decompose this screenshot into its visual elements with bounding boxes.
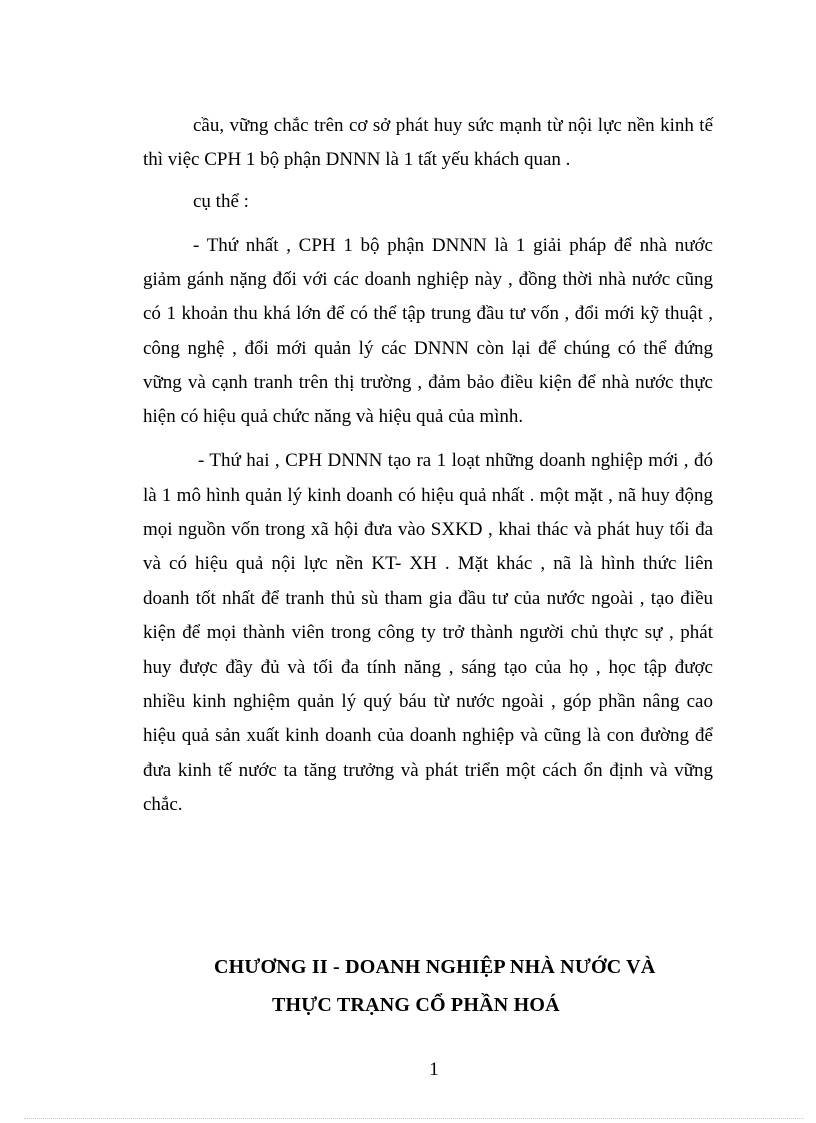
paragraph-line: huy được đầy đủ và tối đa tính năng , sáng tạo của họ , học tập được — [143, 657, 713, 678]
paragraph-line: đưa kinh tế nước ta tăng trưởng và phát triển một cách ổn định và vững — [143, 760, 713, 781]
page-number: 1 — [429, 1059, 439, 1080]
paragraph-line: công nghệ , đổi mới quản lý các DNNN còn lại để chúng có thể đứng — [143, 338, 713, 359]
paragraph-line: doanh tốt nhất để tranh thủ sù tham gia đầu tư của nước ngoài , tạo điều — [143, 588, 713, 609]
paragraph-line: - Thứ hai , CPH DNNN tạo ra 1 loạt những doanh nghiệp mới , đó — [198, 450, 713, 471]
paragraph-line: kiện để mọi thành viên trong công ty trở thành người chủ thực sự , phát — [143, 622, 713, 643]
paragraph-line: thì việc CPH 1 bộ phận DNNN là 1 tất yếu khách quan . — [143, 149, 571, 170]
chapter-heading-line-2: THỰC TRẠNG CỔ PHẦN HOÁ — [272, 994, 560, 1016]
paragraph-line: hiệu quả sản xuất kinh doanh của doanh nghiệp và cũng là con đường để — [143, 725, 713, 746]
chapter-heading-line-1: CHƯƠNG II - DOANH NGHIỆP NHÀ NƯỚC VÀ — [214, 956, 656, 978]
paragraph-line: chắc. — [143, 794, 183, 815]
paragraph-line: là 1 mô hình quản lý kinh doanh có hiệu quả nhất . một mặt , nã huy động — [143, 485, 713, 506]
paragraph-line: nhiều kinh nghiệm quản lý quý báu từ nước ngoài , góp phần nâng cao — [143, 691, 713, 712]
paragraph-line: hiện có hiệu quả chức năng và hiệu quả của mình. — [143, 406, 524, 427]
paragraph-line: cầu, vững chắc trên cơ sở phát huy sức mạnh từ nội lực nền kinh tế — [193, 115, 713, 136]
paragraph-line: mọi nguồn vốn trong xã hội đưa vào SXKD , khai thác và phát huy tối đa — [143, 519, 713, 540]
paragraph-line: có 1 khoản thu khá lớn để có thể tập trung đầu tư vốn , đổi mới kỹ thuật , — [143, 303, 713, 324]
paragraph-line: giảm gánh nặng đối với các doanh nghiệp này , đồng thời nhà nước cũng — [143, 269, 713, 290]
paragraph-line: - Thứ nhất , CPH 1 bộ phận DNNN là 1 giải pháp để nhà nước — [193, 235, 713, 256]
paragraph-line: vững và cạnh tranh trên thị trường , đảm bảo điều kiện để nhà nước thực — [143, 372, 713, 393]
paragraph-line: và có hiệu quả nội lực nền KT- XH . Mặt khác , nã là hình thức liên — [143, 553, 713, 574]
page-bottom-divider — [24, 1118, 804, 1119]
paragraph-line: cụ thể : — [193, 191, 249, 212]
